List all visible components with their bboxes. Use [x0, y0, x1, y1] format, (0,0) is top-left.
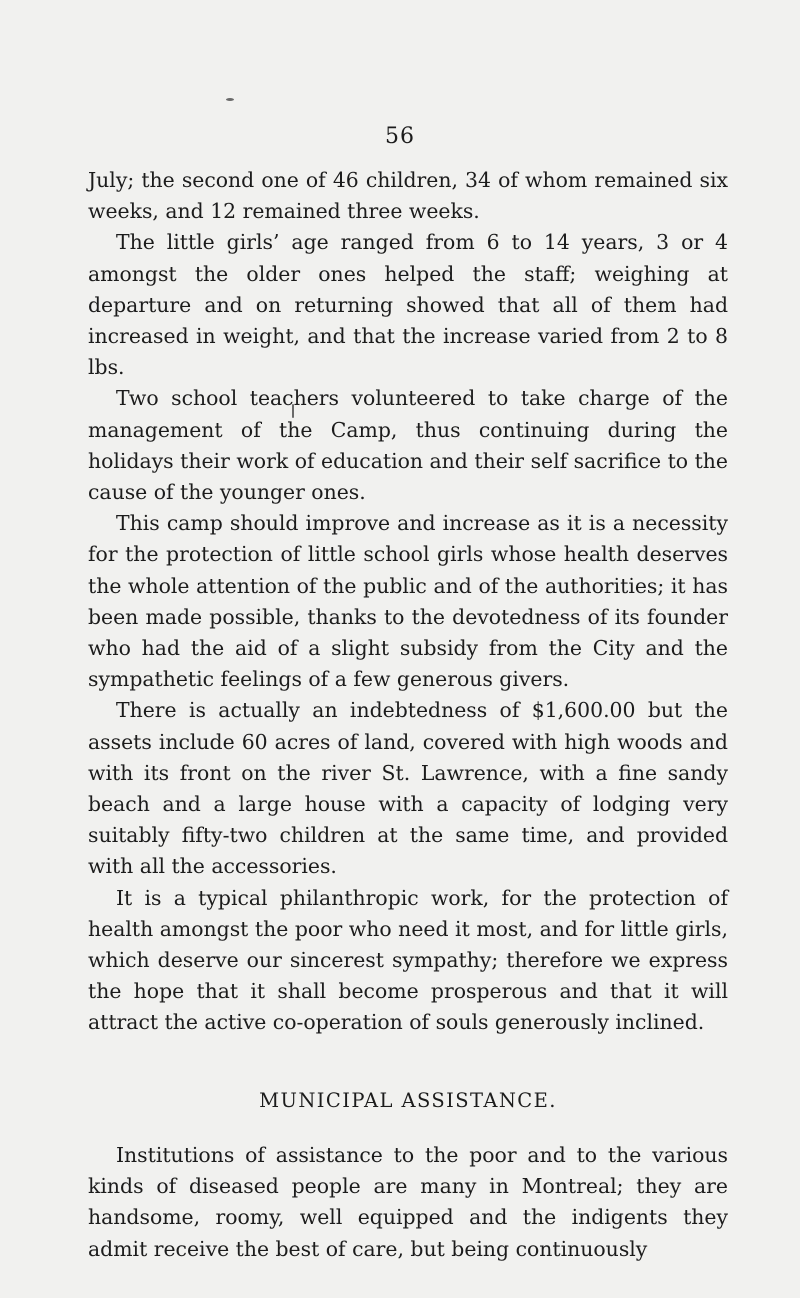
paragraph: Two school teachers volunteered to take charge of the management of the Camp, thus continuing during the holidays their work of education and their self sacrifice to the cause of the younger ones.: [88, 386, 728, 505]
paragraph: It is a typical philanthropic work, for the protection of health amongst the poor who need it most, and for little girls, which deserve our sincerest sympathy; therefore we express the hope that it shall become prosperous and that it will attract the active co-operation of souls generously inclined.: [88, 885, 728, 1035]
paragraph: This camp should improve and increase as it is a necessity for the protection of little school girls whose health deserves the whole attention of the public and of the authorities; it has been made possible, thanks to the devotedness of its founder who had the aid of a slight subsidy from the City and the sympathetic feelings of a few generous givers.: [88, 511, 728, 692]
paragraph: There is actually an indebtedness of $1,600.00 but the assets include 60 acres of land, covered with high woods and with its front on the river St. Lawrence, with a fine sandy beach and a large house with a capacity of lodging very suitably fifty-two children at the same time, and provided with all the accessories.: [88, 698, 728, 879]
paragraph: Institutions of assistance to the poor and to the various kinds of diseased people are many in Montreal; they are handsome, roomy, well equipped and the indigents they admit receive the best of care, but being continuously: [88, 1142, 728, 1261]
paragraph: The little girls’ age ranged from 6 to 14 years, 3 or 4 amongst the older ones helped the staff; weighing at departure and on returning showed that all of them had increased in weight, and that the increase varied from 2 to 8 lbs.: [88, 230, 728, 380]
paragraph-continued: July; the second one of 46 children, 34 of whom remained six weeks, and 12 remained three weeks.: [88, 168, 728, 224]
page-number: 56: [385, 124, 415, 149]
body-text: [88, 165, 728, 1265]
ink-speck: [226, 98, 234, 101]
section-heading: MUNICIPAL ASSISTANCE.: [259, 1088, 557, 1112]
